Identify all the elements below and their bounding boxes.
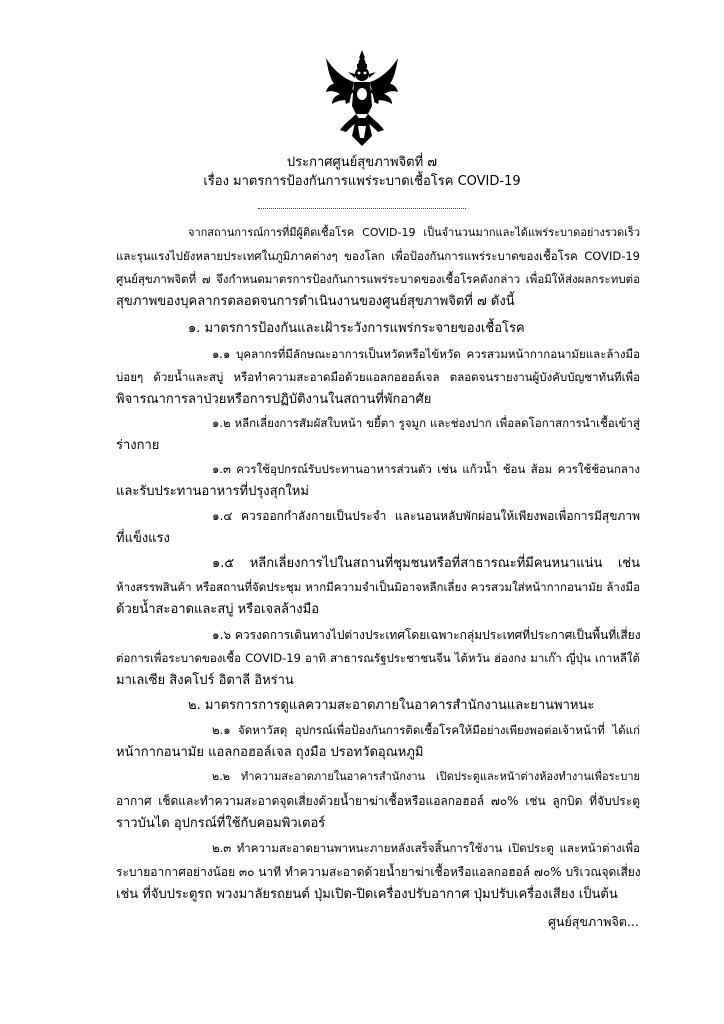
title-separator (258, 206, 466, 209)
document-subject: เรื่อง มาตรการป้องกันการแพร่ระบาดเชื้อโรค COVID-19 (203, 174, 521, 189)
intro-line: และรุนแรงไปยังหลายประเทศในภูมิภาคต่างๆ ของโลก เพื่อป้องกันการแพร่ระบาดของเชื้อโรค COVID-19 (116, 249, 640, 263)
intro-line: สุขภาพของบุคลากรตลอดจนการดำเนินงานของศูนย์สุขภาพจิตที่ ๗ ดังนี้ (116, 294, 515, 309)
item-2-2-line: ๒.๒ ทำความสะอาดภายในอาคารสำนักงาน เปิดประตูและหน้าต่างห้องทำงานเพื่อระบาย (212, 770, 640, 783)
item-1-2-line: ๑.๒ หลีกเลี่ยงการสัมผัสใบหน้า ขยี้ตา รูจมูก และช่องปาก เพื่อลดโอกาสการนำเชื้อเข้าสู่ (212, 416, 640, 430)
item-1-5-line: ห้างสรรพสินค้า หรือสถานที่จัดประชุม หากมีความจำเป็นมิอาจหลีกเลี่ยง ควรสวมใส่หน้ากากอนามัย ล้างมือ (116, 580, 640, 594)
item-1-1-line: ๑.๑ บุคลากรที่มีลักษณะอาการเป็นหวัดหรือไข้หวัด ควรสวมหน้ากากอนามัยและล้างมือ (212, 347, 640, 361)
garuda-emblem-icon (324, 48, 400, 148)
item-2-3-line: ระบายอากาศอย่างน้อย ๓๐ นาที ทำความสะอาดด้วยน้ำยาฆ่าเชื้อหรือแอลกอฮอล์ ๗๐% บริเวณจุดเสี่ยง (116, 865, 641, 879)
intro-line: ศูนย์สุขภาพจิตที่ ๗ จึงกำหนดมาตรการป้องกันการแพร่ระบาดของเชื้อโรคดังกล่าว เพื่อมิให้ส่งผลกระทบต่อ (116, 272, 640, 286)
item-1-6-line: มาเลเซีย สิงคโปร์ อิตาลี อิหร่าน (116, 673, 294, 688)
item-1-4-line: ๑.๔ ควรออกกำลังกายเป็นประจำ และนอนหลับพักผ่อนให้เพียงพอเพื่อการมีสุขภาพ (212, 509, 640, 523)
item-1-6-line: ๑.๖ ควรงดการเดินทางไปต่างประเทศโดยเฉพาะกลุ่มประเทศที่ประกาศเป็นพื้นที่เสี่ยง (212, 628, 641, 642)
item-2-3-line: เช่น ที่จับประตูรถ พวงมาลัยรถยนต์ ปุ่มเปิด-ปิดเครื่องปรับอากาศ ปุ่มปรับเครื่องเสียง เป็นต้น (116, 887, 618, 902)
item-2-2-line: ราวบันได อุปกรณ์ที่ใช้กับคอมพิวเตอร์ (116, 816, 326, 831)
section-1-heading: ๑. มาตรการป้องกันและเฝ้าระวังการแพร่กระจายของเชื้อโรค (188, 321, 525, 336)
item-1-6-line: ต่อการเพื่อระบาดของเชื้อ COVID-19 อาทิ สาธารณรัฐประชาชนจีน ไต้หวัน ฮ่องกง มาเก๊า ญี่ปุ่น เกาหลีใต้ (116, 651, 640, 665)
continuation-note: ศูนย์สุขภาพจิต... (548, 914, 639, 929)
item-2-1-line: ๒.๑ จัดหาวัสดุ อุปกรณ์เพื่อป้องกันการติดเชื้อโรคให้มีอย่างเพียงพอต่อเจ้าหน้าที่ ได้แก่ (212, 723, 640, 737)
item-1-1-line: พิจารณาการลาป่วยหรือการปฏิบัติงานในสถานที่พักอาศัย (116, 392, 432, 407)
item-2-3-line: ๒.๓ ทำความสะอาดยานพาหนะภายหลังเสร็จสิ้นการใช้งาน เปิดประตู และหน้าต่างเพื่อ (212, 841, 640, 855)
item-1-3-line: และรับประทานอาหารที่ปรุงสุกใหม่ (116, 484, 309, 499)
item-2-1-line: หน้ากากอนามัย แอลกอฮอล์เจล ถุงมือ ปรอทวัดอุณหภูมิ (116, 745, 424, 760)
document-title: ประกาศศูนย์สุขภาพจิตที่ ๗ (286, 155, 438, 170)
intro-line: จากสถานการณ์การที่มีผู้ติดเชื้อโรค COVID-19 เป็นจำนวนมากและได้แพร่ระบาดอย่างรวดเร็ว (188, 226, 640, 239)
item-1-1-line: บ่อยๆ ด้วยน้ำและสบู่ หรือทำความสะอาดมือด้วยแอลกอฮอล์เจล ตลอดจนรายงานผู้บังคับบัญชาทันทีเพื่อ (116, 370, 640, 384)
item-1-5-line: ด้วยน้ำสะอาดและสบู่ หรือเจลล้างมือ (116, 602, 320, 617)
item-1-4-line: ที่แข็งแรง (116, 531, 170, 546)
item-1-3-line: ๑.๓ ควรใช้อุปกรณ์รับประทานอาหารส่วนตัว เช่น แก้วน้ำ ช้อน ส้อม ควรใช้ช้อนกลาง (212, 462, 640, 476)
item-1-5-line: ๑.๕ หลีกเลี่ยงการไปในสถานที่ชุมชนหรือที่สาธารณะที่มีคนหนาแน่น เช่น (212, 556, 640, 571)
item-2-2-line: อากาศ เช็ดและทำความสะอาดจุดเสี่ยงด้วยน้ำยาฆ่าเชื้อหรือแอลกอฮอล์ ๗๐% เช่น ลูกบิด ที่จับประตู (116, 794, 640, 808)
section-2-heading: ๒. มาตรการการดูแลความสะอาดภายในอาคารสำนักงานและยานพาหนะ (188, 698, 595, 713)
item-1-2-line: ร่างกาย (116, 438, 160, 453)
